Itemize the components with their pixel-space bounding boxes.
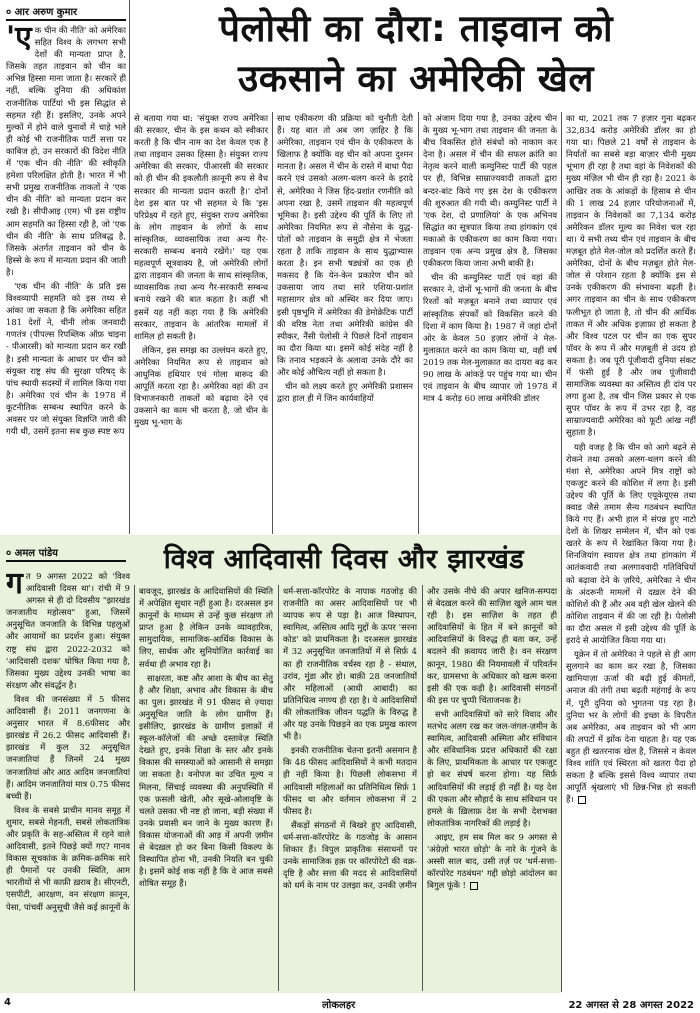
column-divider (134, 585, 135, 991)
headline-line-1: पेलोसी का दौरा: ताइवान को (218, 7, 614, 50)
paragraph: विश्व की जनसंख्या में 5 फीसद आदिवासी हैं। 2011 जनगणना के अनुसार भारत में 8.6फीसद और झारखंड में 26.2 फीसद आदिवासी हैं। झारखंड में कुल 32 अनुसूचित जनजातियां हैं जिनमें 24 मुख्य जनजातियां और आठ आदिम जनजातियां हैं। आदिम जनजातियां मात्र 0.75 फीसद बच्ची हैं। (6, 693, 130, 801)
paragraph: धर्म-सत्ता-कॉरपोरेट के नापाक गठजोड़ की राजनीति का असर आदिवासियों पर भी व्यापक रूप से पड़ा है। आज विस्थापन, स्वामित्व, अस्तित्व आदि मुद्दों के ऊपर 'सरना कोड' को प्राथमिकता है। दरअसल झारखंड में 32 अनुसूचित जनजातियों में से सिर्फ़ 4 का ही राजनीतिक वर्चस्व रहा है - संथाल, उरांव, मुंडा और हो। बाक़ी 28 जनजातियों और महिलाओं (आधी आबादी) का प्रतिनिधित्व नगण्य ही रहा है। ये आदिवासियों की लोकतांत्रिक जीवन पद्धति के विरुद्ध है और यह उनके पिछड़ने का एक प्रमुख कारण भी है। (283, 586, 417, 742)
dropcap: ग (6, 570, 23, 601)
paragraph: त 9 अगस्त 2022 को 'विश्व आदिवासी दिवस था'। रांची में 9 अगस्त से ही दो दिवसीय "झारखंड जनजातीय महोत्सव" हुआ, जिसमें अनुसूचित जनजाति के विभिन्न पहलुओं और आयामों का प्रदर्शन हुआ। संयुक्त राष्ट्र संघ द्वारा 2022-2032 को 'आदिवासी दशक' घोषित किया गया है, जिसका मुख्य उद्देश्य उनकी भाषा का संरक्षण और संवर्द्धन है। (6, 571, 130, 690)
paragraph: साथ एकीकरण की प्रक्रिया को चुनौती देती हैं। यह बात तो अब जग ज़ाहिर है कि अमेरिका, ताइवान एवं चीन के एकीकरण के खिलाफ है क्योंकि वह चीन को अपना दुश्मन मानता है। असल में चीन के रास्ते में बाधा पैदा करने एवं उसको अलग-थलग करने के इरादे से, अमेरिका ने जिस हिंद-प्रशांत रणनीति को अपना रखा है, उसमें ताइवान की महत्वपूर्ण भूमिका है। इसी उद्देश्य की पूर्ति के लिए तो अमेरिका नियमित रूप से नौसेना के युद्ध-पोतों को ताइवान के समुद्री क्षेत्र में भेजता रहता है ताकि ताइवान के साथ युद्धाभ्यास करता है। इन सभी षड्यंत्रों का एक ही मकसद है कि येन-केन प्रकारेण चीन को उकसाया जाय तथा सारे एशिया-प्रशांत महासागर क्षेत्र को अस्थिर कर दिया जाए। इसी पृष्ठभूमि में अमेरिका की डेमोक्रेटिक पार्टी की वरिष्ठ नेता तथा अमेरिकी कांग्रेस की स्पीकर, नैंसी पेलोसी ने पिछले दिनों ताइवान का दौरा किया था। इसमें कोई संदेह नहीं है कि तनाव भड़काने के अलावा उनके दौरे का और कोई औचित्य नहीं हो सकता है। (277, 113, 413, 377)
paragraph: बावजूद, झारखंड के आदिवासियों की स्थिति में अपेक्षित सुधार नहीं हुआ है। दरअसल इन क़ानूनों के माध्यम से उन्हें कुछ संरक्षण तो प्राप्त हुआ है लेकिन उनके व्यावहारिक, सामुदायिक, सामाजिक-आर्थिक विकास के लिए, सार्थक और सुनियोजित कार्रवाई का सर्वथा ही अभाव रहा है। (139, 586, 273, 669)
article2-column-3 (283, 585, 417, 991)
paragraph: और उसके नीचे की अपार खनिज-सम्पदा से बेदख़ल करने की साज़िश खुले आम चल रही है। इस साज़िश के तहत ही आदिवासियों के हित में बने क़ानूनों को आदिवासियों के विरुद्ध ही बता कर, उन्हें बदलने की क़वायद जारी है। वन संरक्षण क़ानून, 1980 की नियमावली में परिवर्तन कर, ग्रामसभा के अधिकार को खत्म करना इसी की एक कड़ी है। आदिवासी संगठनों की इस पर चुप्पी चिंताजनक है। (427, 586, 557, 705)
article1-byline: ० आर अरुण कुमार (6, 7, 78, 18)
column-divider (418, 112, 419, 534)
paragraph-text: आइए, हम सब मिल कर 9 अगस्त से 'अंग्रेज़ो भारत छोड़ो' के नारे के गूंजने के अस्सी साल बाद, उसी तर्ज़ पर 'धर्म-सत्ता-कॉरपोरेट गठबंधन' गद्दी छोड़ो आंदोलन का बिगुल फूंकें ! (427, 831, 557, 891)
paragraph: विश्व के सबसे प्राचीन मानव समूह में शुमार, सबसे मेहनती, सबसे लोकतांत्रिक और प्रकृति के सह-अस्तित्व में रहने वाले आदिवासी, इतने पिछड़े क्यों गए? मानव विकास सूचकांक के क्रमिक-क्रमिक सारे ही पैमानों पर उनकी स्थिति, आम भारतीयों से भी काफ़ी ख़राब है। सीएनटी, एसपीटी, आरक्षण, वन संरक्षण क़ानून, पेसा, पांचवीं अनुसूची जैसे कई क़ानूनों के (6, 804, 130, 912)
article1-column-4 (423, 112, 557, 534)
paragraph: 'एक चीन की नीति' के प्रति इस विश्वव्यापी सहमति को इस तथ्य से आंका जा सकता है कि अमेरिका सहित 181 देशों ने, चीनी लोक जनवादी गणतंत्र (पीपल्स रिपब्लिक ऑफ़ चाइना - पीआरसी) को मान्यता प्रदान कर रखी है। इसी मान्यता के आधार पर चीन को संयुक्त राष्ट्र संघ की सुरक्षा परिषद् के पांच स्थायी सदस्यों में शामिल किया गया है। अमेरिका एवं चीन के 1978 में कूटनीतिक सम्बन्ध स्थापित करने के अवसर पर जो संयुक्त विज्ञप्ति जारी की गयी थी, उसमें इतना सब कुछ स्पष्ट रूप (6, 280, 126, 437)
article1-column-2 (134, 112, 268, 534)
article2-column-1 (6, 570, 130, 992)
byline-rule (6, 19, 126, 21)
paragraph: साक्षरता, कष्ट और आशा के बीच का सेतु है और शिक्षा, अभाव और विकास के बीच का पुल। झारखंड में 91 फीसद से ज़्यादा अनुसूचित जाति के लोग ग्रामीण हैं। इसीलिए, झारखंड के ग्रामीण इलाक़ों में स्कूल-कॉलेजों की अच्छे दस्तावेज़ स्थिति देखते हुए, इनके शिक्षा के स्तर और इनके विकास की समस्याओं को आसानी से समझा जा सकता है। वनोपज का उचित मूल्य न मिलना, सिंचाई व्यवस्था की अनुपस्थिति में एक फ़सली खेती, और सूखे-ओलावृष्टि के चलते उसका भी नष्ट हो जाना, बड़ी संख्या में उनके प्रवासी बन जाने के मुख्य कारण हैं। विकास योजनाओं की आड़ में अपनी ज़मीन से बेदख़ल हो कर बिना किसी विकल्प के विस्थापित होना भी, उनकी नियति बन चुकी है। इसमें कोई शक नहीं है कि वे आज सबसे शोषित समूह हैं। (139, 672, 273, 889)
paragraph: सैंकड़ों संगठनों में बिखरे हुए आदिवासी, धर्म-सत्ता-कॉरपोरेट के गठजोड़ के आसान शिकार हैं। विपुल प्राकृतिक संसाधनों पर उनके सामाजिक हक़ पर कॉरपोरेटों की वक्र-दृष्टि है और सत्ता की मदद से आदिवासियों को धर्म के नाम पर उलझा कर, उनकी ज़मीन (283, 819, 417, 891)
column-divider (272, 112, 273, 534)
paragraph: को अंजाम दिया गया है, उनका उद्देश्य चीन के मुख्य भू-भाग तथा ताइवान की जनता के बीच विकसित होते संबंधों को नाकाम कर देना है। असल में चीन की सफल क्रांति का नेतृत्व करने वाली कम्युनिस्ट पार्टी की पहल पर ही, विभिन्न साम्राज्यवादी ताकतों द्वारा बन्दर-बांट किये गए इस देश के एकीकरण की शुरुआत की गयी थी। कम्युनिस्ट पार्टी ने 'एक देश, दो प्रणालियां' के एक अभिनव सिद्धांत का सूत्रपात किया तथा हांगकांग एवं मकाओ के एकीकरण का काम किया गया। ताइवान एक अन्य प्रमुख क्षेत्र है, जिसका एकीकरण किया जाना अभी बाकी है। (423, 113, 557, 269)
paragraph: का था, 2021 तक 7 हज़ार गुना बढ़कर 32,834 करोड़ अमेरिकी डॉलर का हो गया था। पिछले 21 वर्षों से ताइवान के निर्यातों का सबसे बड़ा बाज़ार चीनी मुख्य भूभाग ही रहा है तथा वहां के निवेशकों की मुख्य मंज़िल भी चीन ही रहा है। 2021 के आखिर तक के आंकड़ों के हिसाब से चीन की 1 लाख 24 हज़ार परियोजनाओं में, ताइवान के निवेशकों का 7,134 करोड़ अमेरिकन डॉलर मूल्य का निवेश चल रहा था। ये सभी तथ्य चीन एवं ताइवान के बीच मज़बूत होते मेल-जोल को प्रदर्शित करते हैं। अमेरिका, दोनों के बीच मज़बूत होते मेल-जोल से परेशान रहता है क्योंकि इस से उनके एकीकरण की संभावना बढ़ती है। अगर ताइवान का चीन के साथ एकीकरण फलीभूत हो जाता है, तो चीन की आर्थिक ताकत में और अधिक इज़ाफ़ा हो सकता है और विश्व पटल पर चीन का एक सुपर पॉवर के रूप में और मज़बूती से उदय हो सकता है। जब पूरी पूंजीवादी दुनिया संकट में फंसी हुई है और जब पूंजीवादी सामाजिक व्यवस्था का अस्तित्व ही दांव पर लगा हुआ है, तब चीन जिस प्रकार से एक सुपर पॉवर के रूप में उभर रहा है, वह साम्राज्यवादी अमेरिका को फूटी आंख नहीं सुहाता है। (566, 113, 696, 438)
article1-column-1 (6, 24, 126, 534)
article1-column-3 (277, 112, 413, 534)
paragraph: क चीन की नीति' को अमेरिका सहित विश्व के लगभग सभी देशों की मान्यता प्राप्त है, जिसके तहत ताइवान को चीन का अभिन्न हिस्सा माना जाता है। सरकारें ही नहीं, बल्कि दुनिया की अधिकांश राजनीतिक पार्टियां भी इस सिद्धांत से सहमत रही हैं। इसलिए, उनके अपने मुल्कों में होने वाले चुनावों में चाहे भले ही कोई भी राजनीतिक पार्टी सत्ता पर काबिज हो, उन सरकारों की विदेश नीति में 'एक चीन की नीति' की स्वीकृति हमेशा परिलक्षित होती है। भारत में भी सभी प्रमुख राजनीतिक ताकतों ने 'एक चीन की नीति' को मान्यता प्रदान कर रखी है। सीपीआइ (एम) भी इस राष्ट्रीय आम सहमति का हिस्सा रही है, जो 'एक चीन की नीति' के साथ प्रतिबद्ध है, जिसके अंतर्गत ताइवान को चीन के हिस्से के रूप में मान्यता प्रदान की जाती है। (6, 25, 126, 277)
column-divider (129, 0, 130, 534)
article2-column-4 (427, 585, 557, 991)
paragraph: लेकिन, इस समझ का उल्लंघन करते हुए, अमेरिका नियमित रूप से ताइवान को आधुनिक हथियार एवं गोला बारूद की आपूर्ति करता रहा है। अमेरिका वहां की उन विभाजनकारी ताकतों को बढ़ावा देने एवं उकसाने का काम भी करता है, जो चीन के मुख्य भू-भाग के (134, 344, 268, 428)
paragraph: से बताया गया था: 'संयुक्त राज्य अमेरिका की सरकार, चीन के इस कथन को स्वीकार करती है कि चीन नाम का देश केवल एक है तथा ताइवान उसका हिस्सा है। संयुक्त राज्य अमेरिका की सरकार, पीआरसी की सरकार को ही चीन की इकलौती क़ानूनी रूप से वैध सरकार की मान्यता प्रदान करती है।' दोनों देश इस बात पर भी सहमत थे कि 'इस परिप्रेक्ष्य में रहते हुए, संयुक्त राज्य अमेरिका के लोग ताइवान के लोगों के साथ सांस्कृतिक, व्यावसायिक तथा अन्य गैर-सरकारी सम्बन्ध बनाये रखेंगे।' यह एक महत्वपूर्ण सूत्रवाक्य है, जो अमेरिकी लोगों द्वारा ताइवान की जनता के साथ सांस्कृतिक, व्यावसायिक तथा अन्य गैर-सरकारी सम्बन्ध बनाये रखने की बात कहता है। कहीं भी इसमें यह नहीं कहा गया है कि अमेरिकी सरकार, ताइवान के आंतरिक मामलों में शामिल हो सकती है। (134, 113, 268, 341)
dropcap: 'ए (6, 24, 32, 55)
end-mark-icon (578, 796, 586, 804)
column-divider (422, 585, 423, 991)
issue-date: 22 अगस्त से 28 अगस्त 2022 (568, 1000, 694, 1011)
end-mark-icon (470, 882, 478, 890)
article2-column-2 (139, 585, 273, 991)
page-footer (0, 994, 700, 1013)
article1-column-5 (566, 112, 696, 992)
page-number: 4 (4, 997, 11, 1008)
publication-name: लोकलहर (322, 1000, 356, 1011)
paragraph: सभी आदिवासियों को सारे विवाद और मतभेद अलग रख कर जल-जंगल-ज़मीन के स्वामित्व, आदिवासी अस्मिता और संविधान और संविधानिक प्रदत्त अधिकारों की रक्षा के लिए, प्राथमिकता के आधार पर एकजुट हो कर संघर्ष करना होगा। यह सिर्फ़ आदिवासियों की लड़ाई ही नहीं है। यह देश की एकता और सौहार्द के साथ संविधान पर हमले के ख़िलाफ़ देश के सभी देशभक्त लोकतांत्रिक नागरिकों की लड़ाई है। (427, 708, 557, 828)
paragraph (427, 831, 557, 891)
paragraph: इनकी राजनीतिक चेतना इतनी असमान है कि 48 फीसद आदिवासियों ने कभी मतदान ही नहीं किया है। पिछली लोकसभा में आदिवासी महिलाओं का प्रतिनिधित्व सिर्फ़ 1 फीसद था और वर्तमान लोकसभा में 2 फीसद है। (283, 745, 417, 816)
paragraph (566, 648, 696, 805)
byline-rule (6, 560, 126, 562)
paragraph: चीन की कम्युनिस्ट पार्टी एवं वहां की सरकार ने, दोनों भू-भागों की जनता के बीच रिश्तों को मज़बूत बनाने तथा व्यापार एवं सांस्कृतिक संपर्कों को विकसित करने की दिशा में काम किया है। 1987 में जहां दोनों ओर के केवल 50 हज़ार लोगों ने मेल-मुलाक़ात करने का काम किया था, वहीं वर्ष 2019 तक मेल-मुलाक़ात का दायरा बढ़ कर 90 लाख के आंकड़े पर पहुंच गया था। चीन एवं ताइवान के बीच व्यापार जो 1978 में मात्र 4 करोड़ 60 लाख अमेरिकी डॉलर (423, 272, 557, 404)
article2-headline: विश्व आदिवासी दिवस और झारखंड (163, 544, 525, 575)
column-divider (561, 112, 562, 992)
paragraph: यही वजह है कि चीन को आगे बढ़ने से रोकने तथा उसको अलग-थलग करने की मंशा से, अमेरिका अपने मित्र राष्ट्रों को एकजुट करने की कोशिश में लगा है। इसी उद्देश्य की पूर्ति के लिए एयूकेयूएस तथा क्वाड जैसे तमाम सैन्य गठबंधन स्थापित किये गए हैं। अभी हाल में संपन्न हुए नाटो देशों के शिखर सम्मेलन में, चीन को एक खतरे के रूप में रेखांकित किया गया है। शिनजियांग स्वायत्त क्षेत्र तथा हांगकांग में आतंकवादी तथा अलगाववादी गतिविधियों को बढ़ावा देने के ज़रिये, अमेरिका ने चीन के अंदरूनी मामलों में दख़ल देने की कोशिशें की हैं और अब वही खेल खेलने की कोशिश ताइवान में की जा रही है। पेलोसी का दौरा असल में इसी उद्देश्य की पूर्ति के इरादे से आयोजित किया गया था। (566, 441, 696, 646)
paragraph: चीन को लक्ष्य करते हुए अमेरिकी प्रशासन द्वारा हाल ही में जिन कार्यवाहियों (277, 381, 413, 404)
column-divider (278, 585, 279, 991)
headline-line-2: उकसाने का अमेरिकी खेल (238, 57, 594, 100)
article2-byline: ० अमल पांडेय (6, 548, 58, 559)
paragraph-text: यूक्रेन में तो अमेरिका ने पहले से ही आग सुलगाने का काम कर रखा है, जिसका खामियाज़ा ऊर्जा की बढ़ी हुई कीमतों, अनाज की तंगी तथा बढ़ती महंगाई के रूप में, पूरी दुनिया को भुगतना पड़ रहा है। दुनिया भर के लोगों की इच्छा के विपरीत अब अमेरिका, अब ताइवान को भी आग की लपटों में झोंक देना चाहता है। यह एक बहुत ही खतरनाक खेल है, जिससे न केवल विश्व शांति एवं स्थिरता को खतरा पैदा हो सकता है बल्कि इससे विश्व व्यापार तथा आपूर्ति श्रृंखलाएं भी छिन्न-भिन्न हो सकती हैं। (566, 649, 696, 805)
article1-headline (132, 4, 700, 104)
